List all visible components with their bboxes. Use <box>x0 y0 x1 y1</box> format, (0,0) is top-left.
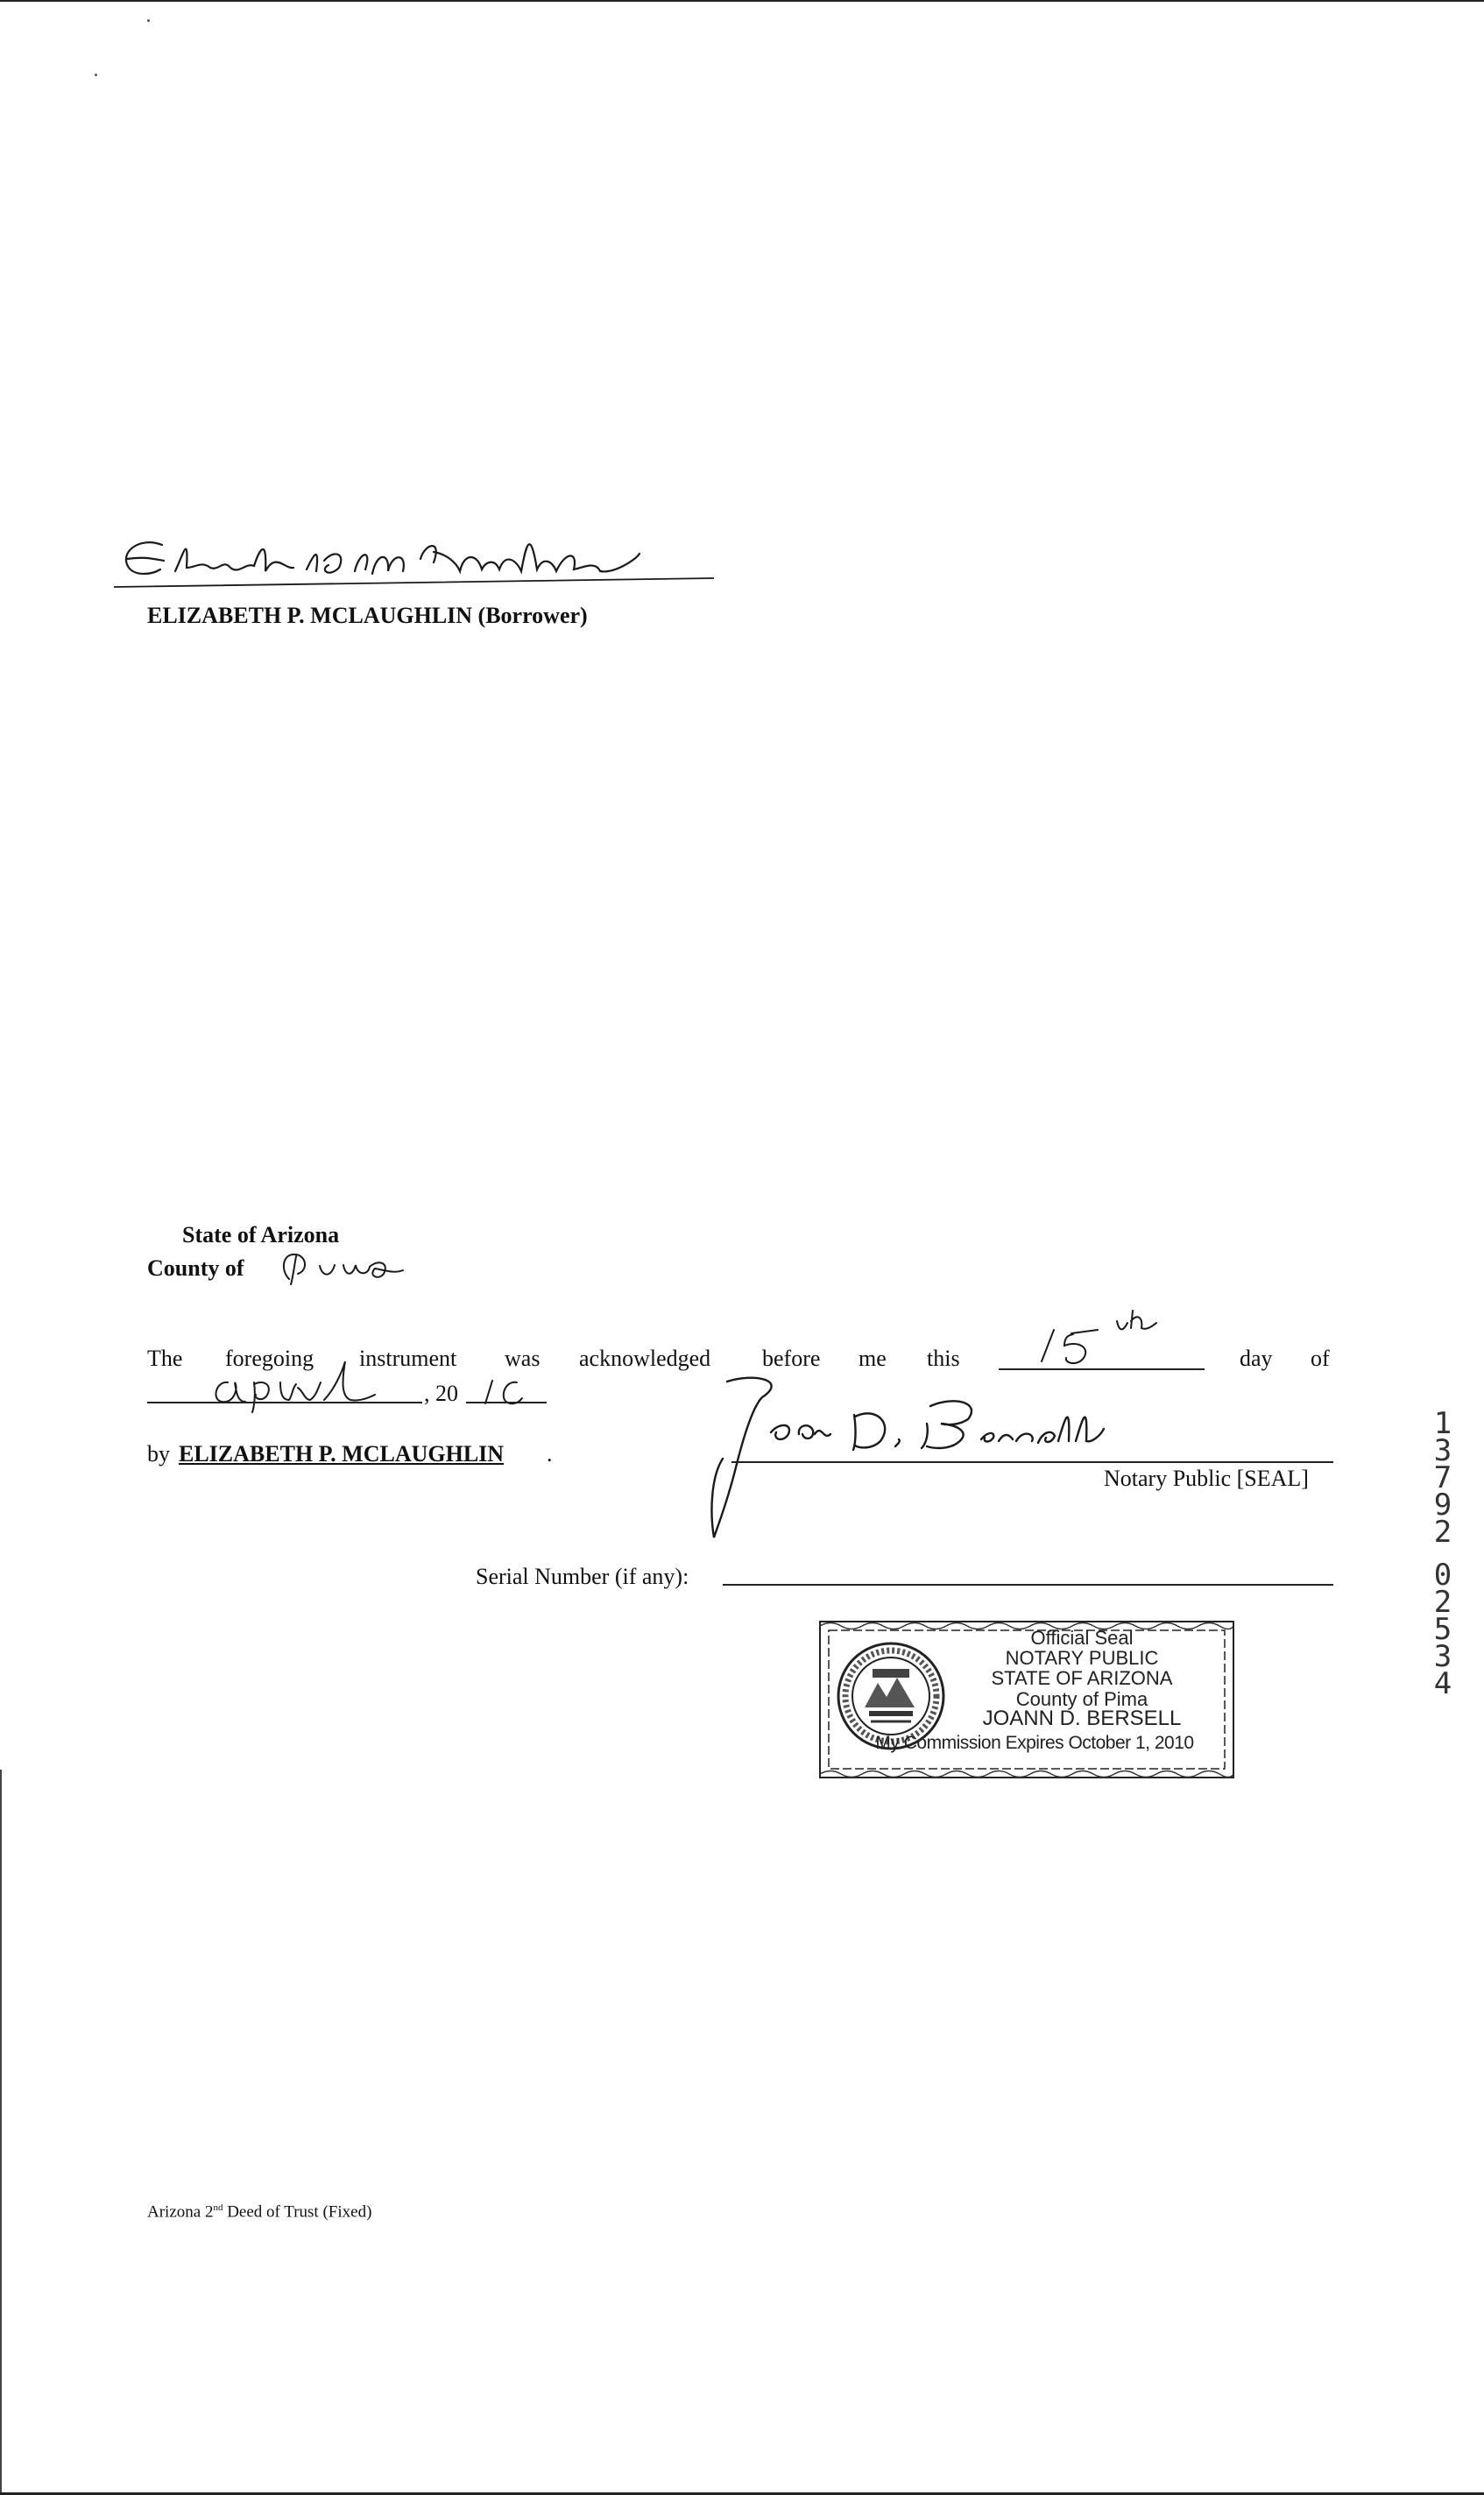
ack-word: acknowledged <box>579 1346 711 1371</box>
of-word: of <box>1311 1346 1330 1371</box>
stamp-line: Official Seal <box>1030 1627 1134 1649</box>
document-recording-number <box>1428 1406 1458 1701</box>
notary-signature-line <box>731 1461 1333 1463</box>
month-handwritten <box>201 1356 429 1413</box>
year-prefix: , 20 <box>424 1381 458 1406</box>
by-name: ELIZABETH P. MCLAUGHLIN <box>179 1441 505 1467</box>
stamp-line: JOANN D. BERSELL <box>982 1707 1182 1730</box>
doc-number-digit: 2 <box>1433 1515 1452 1550</box>
doc-number-digit: 7 <box>1433 1460 1452 1495</box>
scan-speck <box>95 74 97 76</box>
ack-word: foregoing <box>225 1346 314 1371</box>
month-blank-line <box>147 1402 422 1403</box>
doc-number-digit: 0 <box>1433 1558 1452 1593</box>
footer-title-part: Arizona 2 <box>147 2202 214 2222</box>
day-handwritten <box>1029 1304 1205 1369</box>
ack-word: The <box>147 1346 183 1371</box>
stamp-line: STATE OF ARIZONA <box>991 1667 1173 1689</box>
notary-caption: Notary Public [SEAL] <box>1104 1466 1309 1491</box>
doc-number-digit: 5 <box>1433 1612 1452 1647</box>
ack-word: instrument <box>359 1346 457 1371</box>
county-handwritten <box>272 1244 438 1288</box>
notary-stamp <box>816 1618 1237 1781</box>
ack-word: me <box>859 1346 887 1371</box>
scan-speck <box>147 19 150 22</box>
doc-number-digit: 1 <box>1433 1406 1452 1441</box>
stamp-line: My Commission Expires October 1, 2010 <box>875 1733 1194 1753</box>
page-left-edge <box>0 1770 2 2495</box>
notary-signature <box>692 1371 1288 1546</box>
doc-number-digit: 2 <box>1433 1585 1452 1620</box>
stamp-line: NOTARY PUBLIC <box>1005 1647 1159 1669</box>
footer-title-superscript: nd <box>213 2202 223 2213</box>
county-label: County of <box>147 1255 244 1281</box>
serial-label: Serial Number (if any): <box>476 1564 689 1589</box>
by-period: . <box>547 1441 553 1467</box>
ack-word: was <box>505 1346 541 1371</box>
doc-number-digit: 9 <box>1433 1488 1452 1523</box>
ack-word: this <box>927 1346 960 1371</box>
ack-word: before <box>762 1346 821 1371</box>
serial-blank-line <box>723 1584 1333 1586</box>
borrower-signature <box>110 517 740 600</box>
state-label: State of Arizona <box>182 1222 340 1248</box>
year-handwritten <box>473 1375 543 1409</box>
doc-number-digit: 3 <box>1433 1433 1452 1468</box>
borrower-name-line: ELIZABETH P. MCLAUGHLIN (Borrower) <box>147 603 588 628</box>
year-blank-line <box>466 1402 547 1403</box>
footer-form-title <box>147 2202 371 2222</box>
by-label: by <box>147 1441 170 1467</box>
footer-title-part: Deed of Trust (Fixed) <box>223 2202 372 2222</box>
day-word: day <box>1240 1346 1273 1371</box>
page-top-edge <box>0 0 1484 2</box>
doc-number-digit: 3 <box>1433 1639 1452 1674</box>
stamp-line: County of Pima <box>1015 1688 1148 1710</box>
doc-number-digit: 4 <box>1433 1666 1452 1701</box>
